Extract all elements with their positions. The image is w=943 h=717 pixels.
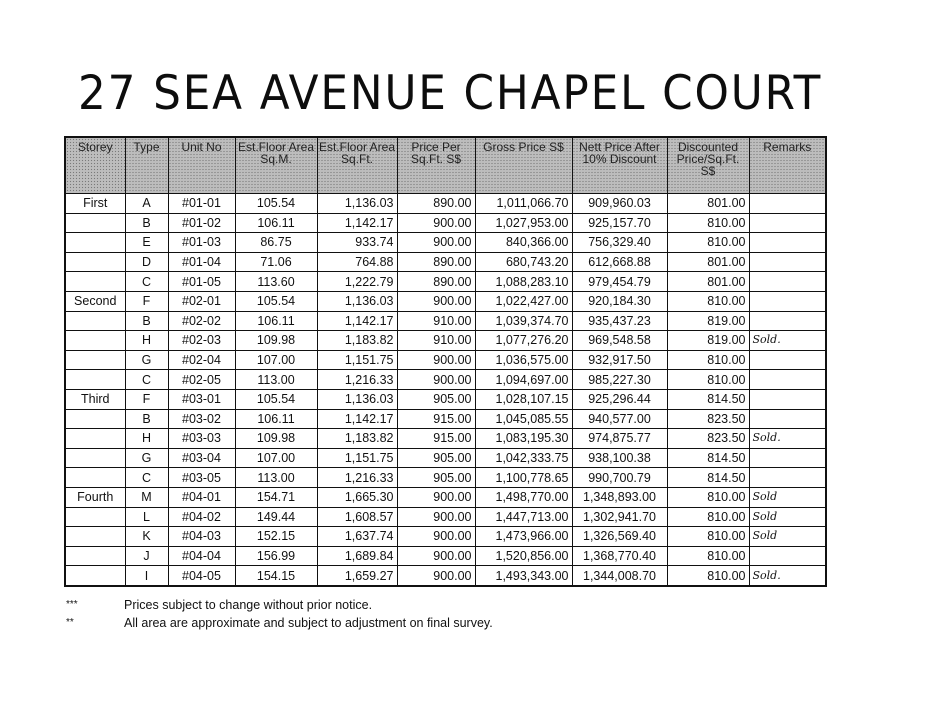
cell-discounted-psf: 819.00 bbox=[667, 311, 749, 331]
cell-remarks bbox=[749, 409, 826, 429]
cell-unit-no: #01-03 bbox=[168, 233, 235, 253]
cell-remarks: Sold bbox=[749, 487, 826, 507]
cell-type: C bbox=[125, 468, 168, 488]
cell-storey: Fourth bbox=[65, 487, 125, 507]
cell-area-sqft: 764.88 bbox=[317, 252, 397, 272]
cell-type: B bbox=[125, 409, 168, 429]
cell-area-sqft: 1,689.84 bbox=[317, 546, 397, 566]
cell-discounted-psf: 814.50 bbox=[667, 468, 749, 488]
cell-area-sqft: 1,183.82 bbox=[317, 331, 397, 351]
cell-storey bbox=[65, 350, 125, 370]
cell-area-sqft: 1,151.75 bbox=[317, 448, 397, 468]
cell-area-sqm: 105.54 bbox=[235, 389, 317, 409]
cell-gross-price: 1,100,778.65 bbox=[475, 468, 572, 488]
table-row bbox=[65, 546, 826, 566]
cell-remarks bbox=[749, 468, 826, 488]
table-row bbox=[65, 566, 826, 586]
cell-price-psf: 890.00 bbox=[397, 194, 475, 214]
cell-unit-no: #04-05 bbox=[168, 566, 235, 586]
cell-area-sqft: 1,637.74 bbox=[317, 527, 397, 547]
cell-gross-price: 1,493,343.00 bbox=[475, 566, 572, 586]
cell-price-psf: 910.00 bbox=[397, 331, 475, 351]
table-row bbox=[65, 468, 826, 488]
cell-price-psf: 900.00 bbox=[397, 527, 475, 547]
cell-unit-no: #04-04 bbox=[168, 546, 235, 566]
cell-discounted-psf: 810.00 bbox=[667, 291, 749, 311]
footnote bbox=[66, 614, 493, 632]
header-area-sqft: Est.Floor Area Sq.Ft. bbox=[317, 137, 397, 194]
cell-storey bbox=[65, 370, 125, 390]
cell-discounted-psf: 810.00 bbox=[667, 213, 749, 233]
cell-price-psf: 910.00 bbox=[397, 311, 475, 331]
cell-area-sqm: 113.00 bbox=[235, 370, 317, 390]
cell-storey: First bbox=[65, 194, 125, 214]
cell-remarks bbox=[749, 233, 826, 253]
cell-gross-price: 1,473,966.00 bbox=[475, 527, 572, 547]
header-gross-price: Gross Price S$ bbox=[475, 137, 572, 194]
cell-type: I bbox=[125, 566, 168, 586]
cell-unit-no: #04-03 bbox=[168, 527, 235, 547]
cell-area-sqm: 113.00 bbox=[235, 468, 317, 488]
cell-price-psf: 915.00 bbox=[397, 409, 475, 429]
cell-discounted-psf: 810.00 bbox=[667, 233, 749, 253]
cell-type: G bbox=[125, 448, 168, 468]
cell-nett-price: 1,344,008.70 bbox=[572, 566, 667, 586]
cell-type: A bbox=[125, 194, 168, 214]
table-row bbox=[65, 507, 826, 527]
cell-nett-price: 990,700.79 bbox=[572, 468, 667, 488]
cell-discounted-psf: 814.50 bbox=[667, 448, 749, 468]
cell-type: H bbox=[125, 331, 168, 351]
cell-price-psf: 900.00 bbox=[397, 291, 475, 311]
cell-area-sqft: 1,659.27 bbox=[317, 566, 397, 586]
cell-discounted-psf: 810.00 bbox=[667, 546, 749, 566]
footnote-text: All area are approximate and subject to adjustment on final survey. bbox=[124, 616, 493, 630]
cell-type: C bbox=[125, 370, 168, 390]
cell-remarks bbox=[749, 194, 826, 214]
cell-storey bbox=[65, 468, 125, 488]
cell-price-psf: 905.00 bbox=[397, 389, 475, 409]
cell-nett-price: 938,100.38 bbox=[572, 448, 667, 468]
footnote-mark: *** bbox=[66, 599, 78, 610]
cell-gross-price: 1,094,697.00 bbox=[475, 370, 572, 390]
cell-type: K bbox=[125, 527, 168, 547]
cell-gross-price: 1,011,066.70 bbox=[475, 194, 572, 214]
header-price-psf: Price Per Sq.Ft. S$ bbox=[397, 137, 475, 194]
cell-unit-no: #02-04 bbox=[168, 350, 235, 370]
table-row bbox=[65, 370, 826, 390]
cell-storey bbox=[65, 331, 125, 351]
cell-remarks bbox=[749, 546, 826, 566]
cell-area-sqft: 1,216.33 bbox=[317, 370, 397, 390]
cell-area-sqft: 1,136.03 bbox=[317, 291, 397, 311]
table-row bbox=[65, 409, 826, 429]
cell-price-psf: 900.00 bbox=[397, 507, 475, 527]
cell-unit-no: #04-02 bbox=[168, 507, 235, 527]
table-row bbox=[65, 311, 826, 331]
cell-remarks bbox=[749, 213, 826, 233]
table-row bbox=[65, 272, 826, 292]
cell-area-sqm: 105.54 bbox=[235, 194, 317, 214]
cell-discounted-psf: 801.00 bbox=[667, 194, 749, 214]
footnote-mark: ** bbox=[66, 617, 74, 628]
header-remarks: Remarks bbox=[749, 137, 826, 194]
footnotes bbox=[66, 596, 493, 632]
table-row bbox=[65, 194, 826, 214]
cell-type: J bbox=[125, 546, 168, 566]
cell-type: G bbox=[125, 350, 168, 370]
table-header-row bbox=[65, 137, 826, 194]
cell-remarks bbox=[749, 252, 826, 272]
cell-remarks: Sold. bbox=[749, 566, 826, 586]
table-row bbox=[65, 252, 826, 272]
cell-remarks bbox=[749, 370, 826, 390]
cell-discounted-psf: 823.50 bbox=[667, 429, 749, 449]
table-row bbox=[65, 389, 826, 409]
footnote bbox=[66, 596, 493, 614]
cell-nett-price: 940,577.00 bbox=[572, 409, 667, 429]
table-row bbox=[65, 448, 826, 468]
cell-area-sqm: 149.44 bbox=[235, 507, 317, 527]
cell-area-sqm: 106.11 bbox=[235, 311, 317, 331]
header-area-sqm: Est.Floor Area Sq.M. bbox=[235, 137, 317, 194]
header-nett-price: Nett Price After 10% Discount bbox=[572, 137, 667, 194]
cell-type: B bbox=[125, 311, 168, 331]
cell-gross-price: 1,520,856.00 bbox=[475, 546, 572, 566]
cell-nett-price: 612,668.88 bbox=[572, 252, 667, 272]
cell-area-sqm: 152.15 bbox=[235, 527, 317, 547]
cell-unit-no: #03-02 bbox=[168, 409, 235, 429]
cell-price-psf: 900.00 bbox=[397, 350, 475, 370]
cell-storey bbox=[65, 429, 125, 449]
header-type: Type bbox=[125, 137, 168, 194]
cell-area-sqm: 113.60 bbox=[235, 272, 317, 292]
cell-price-psf: 905.00 bbox=[397, 468, 475, 488]
cell-unit-no: #03-05 bbox=[168, 468, 235, 488]
cell-gross-price: 1,498,770.00 bbox=[475, 487, 572, 507]
cell-nett-price: 974,875.77 bbox=[572, 429, 667, 449]
cell-storey: Second bbox=[65, 291, 125, 311]
price-list-table bbox=[64, 136, 827, 587]
cell-gross-price: 1,042,333.75 bbox=[475, 448, 572, 468]
cell-area-sqm: 154.15 bbox=[235, 566, 317, 586]
cell-price-psf: 900.00 bbox=[397, 566, 475, 586]
cell-storey bbox=[65, 546, 125, 566]
cell-discounted-psf: 810.00 bbox=[667, 527, 749, 547]
cell-area-sqm: 107.00 bbox=[235, 448, 317, 468]
cell-remarks: Sold bbox=[749, 507, 826, 527]
cell-area-sqft: 1,665.30 bbox=[317, 487, 397, 507]
cell-price-psf: 915.00 bbox=[397, 429, 475, 449]
cell-nett-price: 1,368,770.40 bbox=[572, 546, 667, 566]
cell-remarks bbox=[749, 448, 826, 468]
cell-discounted-psf: 810.00 bbox=[667, 566, 749, 586]
cell-unit-no: #01-04 bbox=[168, 252, 235, 272]
cell-discounted-psf: 823.50 bbox=[667, 409, 749, 429]
cell-gross-price: 1,083,195.30 bbox=[475, 429, 572, 449]
cell-price-psf: 900.00 bbox=[397, 546, 475, 566]
cell-nett-price: 756,329.40 bbox=[572, 233, 667, 253]
cell-discounted-psf: 819.00 bbox=[667, 331, 749, 351]
cell-discounted-psf: 810.00 bbox=[667, 507, 749, 527]
cell-gross-price: 1,088,283.10 bbox=[475, 272, 572, 292]
cell-unit-no: #01-02 bbox=[168, 213, 235, 233]
cell-remarks bbox=[749, 389, 826, 409]
cell-storey bbox=[65, 233, 125, 253]
cell-gross-price: 840,366.00 bbox=[475, 233, 572, 253]
cell-area-sqft: 1,136.03 bbox=[317, 194, 397, 214]
cell-gross-price: 680,743.20 bbox=[475, 252, 572, 272]
table-row bbox=[65, 331, 826, 351]
cell-nett-price: 920,184.30 bbox=[572, 291, 667, 311]
cell-type: E bbox=[125, 233, 168, 253]
cell-remarks: Sold. bbox=[749, 429, 826, 449]
cell-type: H bbox=[125, 429, 168, 449]
cell-nett-price: 909,960.03 bbox=[572, 194, 667, 214]
cell-area-sqm: 71.06 bbox=[235, 252, 317, 272]
cell-area-sqm: 107.00 bbox=[235, 350, 317, 370]
cell-remarks: Sold bbox=[749, 527, 826, 547]
cell-nett-price: 925,296.44 bbox=[572, 389, 667, 409]
cell-area-sqft: 933.74 bbox=[317, 233, 397, 253]
table-row bbox=[65, 487, 826, 507]
cell-area-sqm: 106.11 bbox=[235, 409, 317, 429]
cell-storey bbox=[65, 213, 125, 233]
cell-area-sqft: 1,142.17 bbox=[317, 213, 397, 233]
cell-unit-no: #02-02 bbox=[168, 311, 235, 331]
cell-type: F bbox=[125, 389, 168, 409]
cell-nett-price: 932,917.50 bbox=[572, 350, 667, 370]
cell-nett-price: 1,302,941.70 bbox=[572, 507, 667, 527]
cell-discounted-psf: 810.00 bbox=[667, 370, 749, 390]
table-row bbox=[65, 527, 826, 547]
cell-gross-price: 1,039,374.70 bbox=[475, 311, 572, 331]
cell-price-psf: 890.00 bbox=[397, 272, 475, 292]
cell-area-sqm: 109.98 bbox=[235, 331, 317, 351]
cell-storey bbox=[65, 252, 125, 272]
table-body bbox=[65, 194, 826, 586]
cell-unit-no: #04-01 bbox=[168, 487, 235, 507]
table-row bbox=[65, 233, 826, 253]
cell-remarks bbox=[749, 272, 826, 292]
document-title: 27 SEA AVENUE CHAPEL COURT bbox=[78, 66, 823, 121]
cell-area-sqft: 1,142.17 bbox=[317, 311, 397, 331]
cell-storey bbox=[65, 507, 125, 527]
header-unit-no: Unit No bbox=[168, 137, 235, 194]
cell-gross-price: 1,045,085.55 bbox=[475, 409, 572, 429]
cell-type: F bbox=[125, 291, 168, 311]
cell-gross-price: 1,027,953.00 bbox=[475, 213, 572, 233]
cell-price-psf: 890.00 bbox=[397, 252, 475, 272]
table-row bbox=[65, 429, 826, 449]
cell-area-sqm: 105.54 bbox=[235, 291, 317, 311]
cell-type: D bbox=[125, 252, 168, 272]
cell-area-sqft: 1,142.17 bbox=[317, 409, 397, 429]
cell-unit-no: #03-04 bbox=[168, 448, 235, 468]
cell-nett-price: 979,454.79 bbox=[572, 272, 667, 292]
cell-storey bbox=[65, 566, 125, 586]
cell-storey bbox=[65, 311, 125, 331]
cell-gross-price: 1,036,575.00 bbox=[475, 350, 572, 370]
cell-area-sqft: 1,136.03 bbox=[317, 389, 397, 409]
cell-price-psf: 900.00 bbox=[397, 487, 475, 507]
cell-nett-price: 925,157.70 bbox=[572, 213, 667, 233]
cell-storey: Third bbox=[65, 389, 125, 409]
header-discounted-psf: Discounted Price/Sq.Ft. S$ bbox=[667, 137, 749, 194]
cell-discounted-psf: 810.00 bbox=[667, 350, 749, 370]
table-row bbox=[65, 291, 826, 311]
cell-storey bbox=[65, 272, 125, 292]
table-row bbox=[65, 350, 826, 370]
cell-discounted-psf: 801.00 bbox=[667, 272, 749, 292]
cell-type: L bbox=[125, 507, 168, 527]
cell-price-psf: 900.00 bbox=[397, 370, 475, 390]
cell-nett-price: 1,326,569.40 bbox=[572, 527, 667, 547]
cell-nett-price: 985,227.30 bbox=[572, 370, 667, 390]
cell-discounted-psf: 810.00 bbox=[667, 487, 749, 507]
cell-area-sqft: 1,183.82 bbox=[317, 429, 397, 449]
cell-unit-no: #01-05 bbox=[168, 272, 235, 292]
cell-unit-no: #03-01 bbox=[168, 389, 235, 409]
cell-discounted-psf: 801.00 bbox=[667, 252, 749, 272]
cell-area-sqft: 1,222.79 bbox=[317, 272, 397, 292]
footnote-text: Prices subject to change without prior notice. bbox=[124, 598, 373, 612]
cell-area-sqm: 106.11 bbox=[235, 213, 317, 233]
cell-storey bbox=[65, 448, 125, 468]
cell-area-sqm: 156.99 bbox=[235, 546, 317, 566]
cell-price-psf: 905.00 bbox=[397, 448, 475, 468]
cell-area-sqft: 1,216.33 bbox=[317, 468, 397, 488]
cell-area-sqm: 154.71 bbox=[235, 487, 317, 507]
header-storey: Storey bbox=[65, 137, 125, 194]
cell-area-sqft: 1,151.75 bbox=[317, 350, 397, 370]
cell-storey bbox=[65, 527, 125, 547]
cell-unit-no: #02-01 bbox=[168, 291, 235, 311]
cell-type: M bbox=[125, 487, 168, 507]
cell-unit-no: #01-01 bbox=[168, 194, 235, 214]
cell-discounted-psf: 814.50 bbox=[667, 389, 749, 409]
cell-nett-price: 969,548.58 bbox=[572, 331, 667, 351]
cell-unit-no: #03-03 bbox=[168, 429, 235, 449]
cell-storey bbox=[65, 409, 125, 429]
cell-type: C bbox=[125, 272, 168, 292]
cell-type: B bbox=[125, 213, 168, 233]
cell-gross-price: 1,028,107.15 bbox=[475, 389, 572, 409]
cell-area-sqm: 86.75 bbox=[235, 233, 317, 253]
cell-gross-price: 1,022,427.00 bbox=[475, 291, 572, 311]
cell-remarks: Sold. bbox=[749, 331, 826, 351]
cell-remarks bbox=[749, 350, 826, 370]
cell-price-psf: 900.00 bbox=[397, 213, 475, 233]
cell-area-sqm: 109.98 bbox=[235, 429, 317, 449]
cell-remarks bbox=[749, 291, 826, 311]
cell-unit-no: #02-03 bbox=[168, 331, 235, 351]
cell-gross-price: 1,447,713.00 bbox=[475, 507, 572, 527]
cell-nett-price: 935,437.23 bbox=[572, 311, 667, 331]
cell-area-sqft: 1,608.57 bbox=[317, 507, 397, 527]
cell-gross-price: 1,077,276.20 bbox=[475, 331, 572, 351]
cell-price-psf: 900.00 bbox=[397, 233, 475, 253]
table-row bbox=[65, 213, 826, 233]
cell-unit-no: #02-05 bbox=[168, 370, 235, 390]
cell-remarks bbox=[749, 311, 826, 331]
cell-nett-price: 1,348,893.00 bbox=[572, 487, 667, 507]
